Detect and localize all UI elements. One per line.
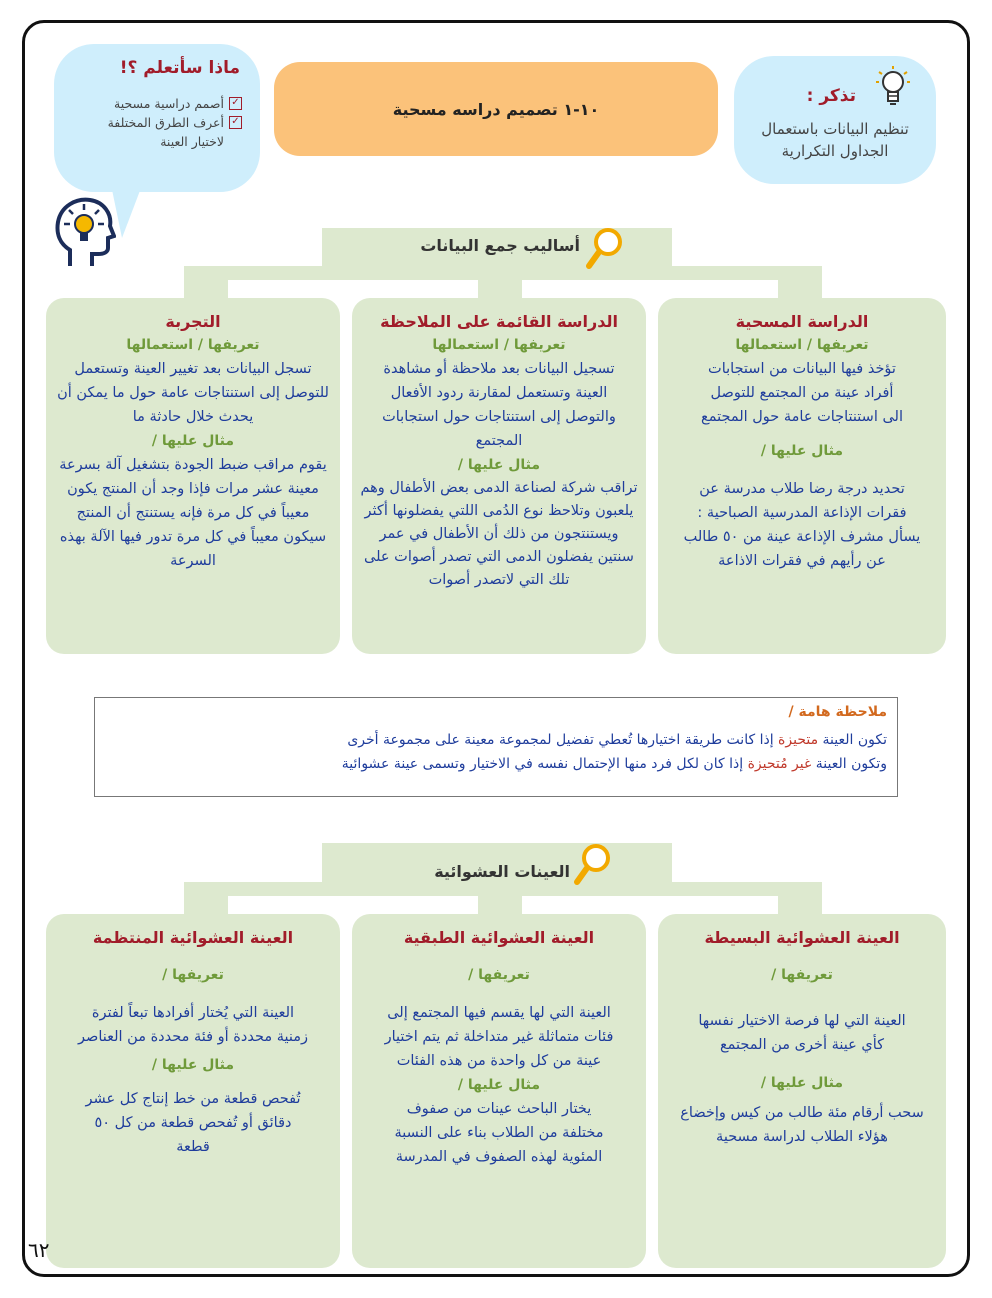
lesson-title: ١٠-١ تصميم دراسه مسحية (274, 62, 718, 156)
learn-item: ✓ أعرف الطرق المختلفة لاختيار العينة (72, 113, 242, 151)
definition-label: تعريفها / (771, 967, 833, 983)
method-card-survey (658, 298, 946, 654)
method-card-experiment (46, 298, 340, 654)
card-title: التجربة (165, 312, 221, 331)
remember-title: تذكر : (806, 86, 856, 106)
definition-text: تؤخذ فيها البيانات من استجابات أفراد عينة من المجتمع للتوصل الى استنتاجات عامة حول المجتمع (701, 361, 903, 425)
example-text: يختار الباحث عينات من صفوف مختلفة من الطلاب بناء على النسبة المئوية لهذه الصفوف في المدرسة (394, 1101, 604, 1165)
definition-label: تعريفها / استعمالها (432, 337, 566, 353)
definition-label: تعريفها / استعمالها (126, 337, 260, 353)
method-card-observation (352, 298, 646, 654)
definition-label: تعريفها / (162, 967, 224, 983)
checkbox-icon: ✓ (229, 97, 242, 110)
page-number: ٦٢ (28, 1238, 50, 1262)
definition-label: تعريفها / (468, 967, 530, 983)
important-note (94, 697, 898, 797)
example-label: مثال عليها / (151, 1057, 235, 1073)
example-text: سحب أرقام مئة طالب من كيس وإخضاع هؤلاء الطلاب لدراسة مسحية (680, 1105, 924, 1145)
card-title: الدراسة القائمة على الملاحظة (380, 312, 618, 331)
example-text: تحديد درجة رضا طلاب مدرسة عن فقرات الإذاعة المدرسية الصباحية : يسأل مشرف الإذاعة عينة من ٥٠ طالب عن رأيهم في فقرات الاذاعة (683, 481, 921, 569)
card-title: العينة العشوائية الطبقية (403, 928, 595, 947)
head-idea-icon (52, 196, 116, 270)
definition-text: العينة التي لها فرصة الاختيار نفسها كأي عينة أخرى من المجتمع (698, 1013, 906, 1053)
note-line-biased: تكون العينة متحيزة إذا كانت طريقة اختيارها تُعطي تفضيل لمجموعة معينة على مجموعة أخرى (347, 732, 887, 748)
magnifier-icon (584, 226, 624, 270)
definition-text: تسجل البيانات بعد تغيير العينة وتستعمل للتوصل إلى استنتاجات عامة حول ما يمكن أن يحدث خلال حادثة ما (57, 361, 329, 425)
checkbox-icon: ✓ (229, 116, 242, 129)
random-heading: العينات العشوائية (434, 862, 570, 881)
example-label: مثال عليها / (151, 433, 235, 449)
definition-text: تسجيل البيانات بعد ملاحظة أو مشاهدة العينة وتستعمل لمقارنة ردود الأفعال والتوصل إلى استنتاجات حول استجابات المجتمع (382, 361, 616, 449)
remember-text: تنظيم البيانات باستعمال الجداول التكرارية (761, 120, 909, 160)
definition-text: العينة التي لها يقسم فيها المجتمع إلى فئات متماثلة غير متداخلة ثم يتم اختيار عينة من كل واحدة من هذه الفئات (384, 1005, 614, 1069)
note-title: ملاحظة هامة / (788, 704, 887, 720)
example-label: مثال عليها / (457, 1077, 541, 1093)
example-label: مثال عليها / (457, 457, 541, 473)
random-card-systematic (46, 914, 340, 1268)
magnifier-icon (572, 842, 612, 886)
random-card-stratified (352, 914, 646, 1268)
example-text: تراقب شركة لصناعة الدمى بعض الأطفال وهم يلعبون وتلاحظ نوع الدُمى اللتي يفضلونها أكثر ويستنتجون من ذلك أن الأطفال في عمر سنتين يفضلون الدمى التي تصدر أصوات على تلك التي لاتصدر أصوات (360, 480, 638, 588)
learn-item: ✓ أصمم دراسية مسحية (72, 94, 242, 113)
learn-title: ماذا سأتعلم ؟! (119, 58, 240, 78)
example-label: مثال عليها / (760, 443, 844, 459)
definition-label: تعريفها / استعمالها (735, 337, 869, 353)
example-label: مثال عليها / (760, 1075, 844, 1091)
card-title: العينة العشوائية المنتظمة (92, 928, 294, 947)
lightbulb-icon (876, 66, 910, 110)
learn-list (72, 94, 242, 151)
remember-bubble (734, 56, 936, 184)
definition-text: العينة التي يُختار أفرادها تبعاً لفترة زمنية محددة أو فئة محددة من العناصر (78, 1005, 308, 1045)
card-title: الدراسة المسحية (735, 312, 869, 331)
example-text: تُفحص قطعة من خط إنتاج كل عشر دقائق أو تُفحص قطعة من كل ٥٠ قطعة (85, 1091, 301, 1155)
note-line-unbiased: وتكون العينة غير مُتحيزة إذا كان لكل فرد منها الإحتمال نفسه في الاختيار وتسمى عينة عشوائية (341, 756, 887, 772)
learn-bubble (54, 44, 260, 192)
example-text: يقوم مراقب ضبط الجودة بتشغيل آلة بسرعة معينة عشر مرات فإذا وجد أن المنتج يكون معيباً في كل مرة فإنه يستنتج أن المنتج سيكون معيباً في كل مرة تدور فيها الآلة بهذه السرعة (59, 457, 327, 569)
random-card-simple (658, 914, 946, 1268)
methods-heading: أساليب جمع البيانات (420, 236, 580, 255)
card-title: العينة العشوائية البسيطة (704, 928, 900, 947)
